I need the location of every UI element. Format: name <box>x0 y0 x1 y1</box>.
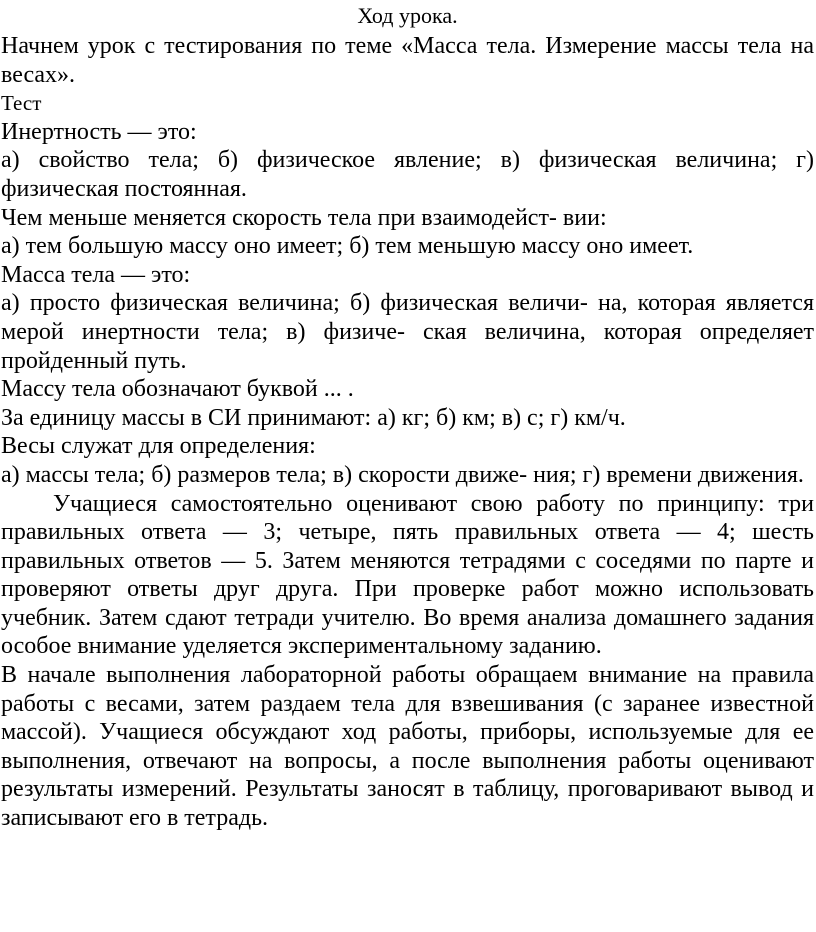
question-6: Весы служат для определения: <box>1 433 316 460</box>
answers-1: а) свойство тела; б) физическое явление; в) физическая величина; г) физическая постоянная. <box>1 147 814 202</box>
lab-work-paragraph: В начале выполнения лабораторной работы обращаем внимание на правила работы с весами, затем раздаем тела для взвешивания (с заранее известной массой). Учащиеся обсуждают ход работы, приборы, используемые для ее выполнения, отвечают на вопросы, а после выполнения работы оценивают результаты измерений. Результаты заносят в таблицу, проговаривают вывод и записывают его в тетрадь. <box>1 662 814 832</box>
question-4: Массу тела обозначают буквой ... . <box>1 376 354 403</box>
question-1: Инертность — это: <box>1 118 197 145</box>
question-5: За единицу массы в СИ принимают: а) кг; б) км; в) с; г) км/ч. <box>1 404 626 431</box>
assessment-paragraph: Учащиеся самостоятельно оценивают свою работу по принципу: три правильных ответа — 3; четыре, пять правильных ответа — 4; шесть правильных ответов — 5. Затем меняются тетрадями с соседями по парте и проверяют ответы друг друга. При проверке работ можно использовать учебник. Затем сдают тетради учителю. Во время анализа домашнего задания особое внимание уделяется экспериментальному заданию. <box>1 490 814 660</box>
page-title: Ход урока. <box>357 3 458 28</box>
answers-6: а) массы тела; б) размеров тела; в) скорости движе- ния; г) времени движения. <box>1 461 804 488</box>
document-page <box>0 4 816 932</box>
test-heading: Тест <box>1 91 42 116</box>
question-3: Масса тела — это: <box>1 261 191 288</box>
answers-3: а) просто физическая величина; б) физическая величи- на, которая является мерой инертности тела; в) физиче- ская величина, которая определяет пройденный путь. <box>1 290 814 374</box>
answers-2: а) тем большую массу оно имеет; б) тем меньшую массу оно имеет. <box>1 233 694 260</box>
question-2: Чем меньше меняется скорость тела при взаимодейст- вии: <box>1 204 607 231</box>
intro-paragraph: Начнем урок с тестирования по теме «Масса тела. Измерение массы тела на весах». <box>1 33 814 88</box>
